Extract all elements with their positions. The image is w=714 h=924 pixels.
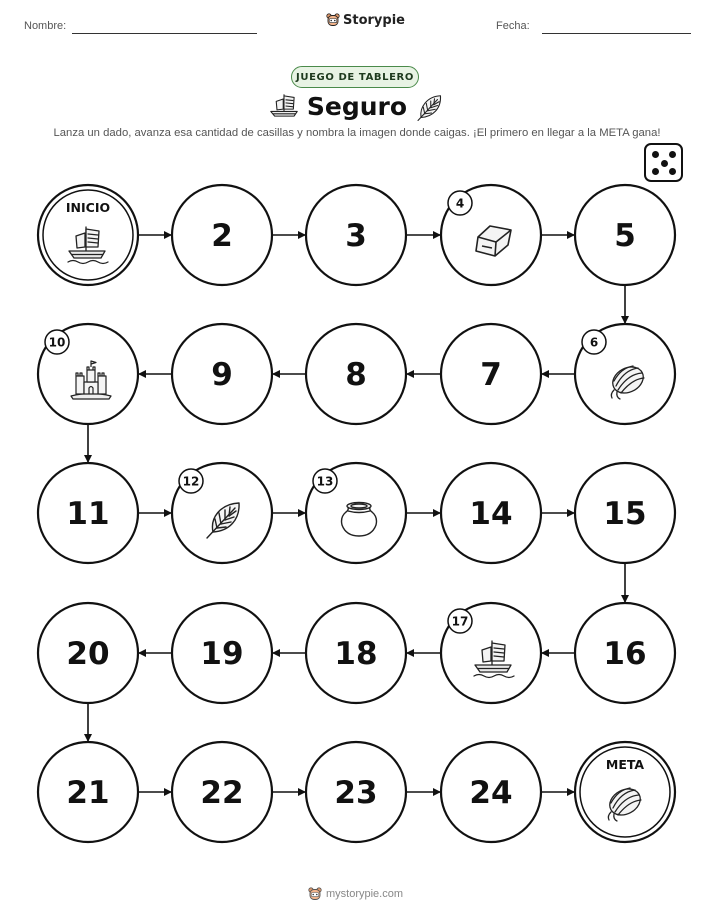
board-space: [306, 603, 406, 703]
date-label: Fecha:: [496, 20, 530, 32]
board-space: [38, 463, 138, 563]
space-number: 16: [603, 636, 647, 672]
footer: [308, 886, 403, 902]
board-space: [575, 324, 675, 424]
space-number: 18: [334, 636, 378, 672]
space-number: 24: [469, 775, 513, 811]
game-type-badge: JUEGO DE TABLERO: [291, 66, 419, 88]
board-space: [172, 463, 272, 563]
space-number: 21: [66, 775, 110, 811]
space-number: 4: [455, 196, 465, 211]
page-title: Seguro: [306, 92, 408, 121]
board-space: [306, 463, 406, 563]
space-number: 11: [66, 496, 110, 532]
board-space: [575, 603, 675, 703]
space-number: 9: [211, 357, 233, 393]
space-number: 6: [589, 335, 599, 350]
board-space: [441, 603, 541, 703]
space-number: 15: [603, 496, 647, 532]
footer-url[interactable]: mystorypie.com: [326, 888, 404, 900]
board-space: [306, 185, 406, 285]
board-space: [172, 742, 272, 842]
space-number: 3: [345, 218, 367, 254]
brand-name: Storypie: [343, 12, 405, 28]
storypie-mascot-icon: [308, 886, 322, 902]
space-number: 2: [211, 218, 233, 254]
space-number: 8: [345, 357, 367, 393]
board-space: [441, 463, 541, 563]
board-space: [575, 185, 675, 285]
instructions: Lanza un dado, avanza esa cantidad de casillas y nombra la imagen donde caigas. ¡El primero en llegar a la META gana!: [53, 127, 661, 139]
space-number: 14: [469, 496, 513, 532]
board-space: [38, 324, 138, 424]
start-label: INICIO: [65, 200, 111, 215]
space-number: 10: [48, 335, 66, 350]
board-space: [441, 742, 541, 842]
space-number: 7: [480, 357, 502, 393]
board-space: [306, 324, 406, 424]
board-space: [172, 603, 272, 703]
space-number: 22: [200, 775, 244, 811]
board-space: [172, 324, 272, 424]
board-space: [441, 324, 541, 424]
board-space: [38, 742, 138, 842]
board-space: [575, 463, 675, 563]
space-number: 23: [334, 775, 378, 811]
name-label: Nombre:: [24, 20, 67, 32]
space-number: 12: [182, 474, 200, 489]
start-space: [38, 185, 138, 285]
finish-label: META: [605, 757, 645, 772]
board-space: [172, 185, 272, 285]
board-space: [306, 742, 406, 842]
space-number: 17: [451, 614, 469, 629]
space-number: 5: [614, 218, 636, 254]
space-number: 20: [66, 636, 110, 672]
finish-space: [575, 742, 675, 842]
board-space: [441, 185, 541, 285]
board-space: [38, 603, 138, 703]
space-number: 13: [316, 474, 334, 489]
space-number: 19: [200, 636, 244, 672]
